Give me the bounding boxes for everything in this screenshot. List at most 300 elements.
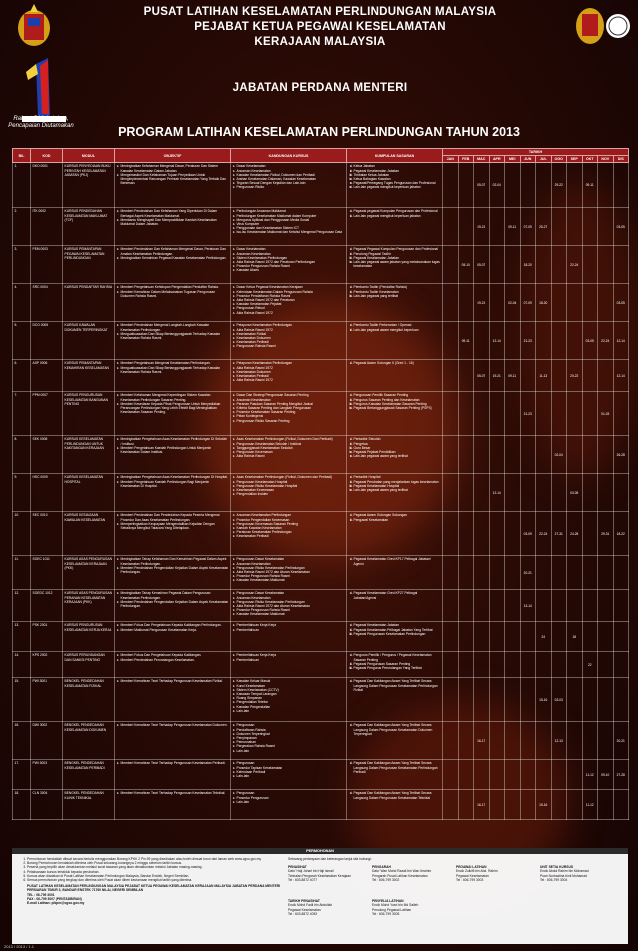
row-target-group-list bbox=[349, 623, 441, 636]
row-date-cell: 11-13 bbox=[536, 360, 552, 392]
row-content-list bbox=[233, 393, 345, 422]
row-content-item: ➤ Pelaporan Keselamatan Perlindungan bbox=[237, 323, 345, 327]
row-date-cell: 20-21 bbox=[520, 556, 536, 590]
row-date-cell bbox=[474, 590, 490, 622]
row-date-cell bbox=[505, 474, 521, 512]
row-date-cell bbox=[443, 392, 459, 436]
row-content-item: ➤ Pengurusan Kecemasan Sasaran Penting bbox=[237, 522, 345, 526]
row-date-cell bbox=[598, 652, 614, 678]
row-content-item: ➤ Pemusnahan bbox=[237, 740, 345, 744]
row-date-cell bbox=[474, 622, 490, 652]
footer-email[interactable]: E-mail Latihan: plkpm@cgso.gov.my bbox=[27, 901, 85, 906]
contact-block bbox=[372, 899, 454, 916]
row-date-cell bbox=[613, 246, 629, 284]
row-date-cell: 26-28 bbox=[613, 436, 629, 474]
row-content bbox=[231, 760, 347, 790]
row-objective-list bbox=[117, 723, 229, 727]
row-number: 2. bbox=[13, 208, 31, 246]
row-date-cell bbox=[536, 392, 552, 436]
row-content-item: ➤ Dokumen Terperingkat bbox=[237, 732, 345, 736]
row-code: PPM 0007 bbox=[31, 392, 63, 436]
row-date-cell bbox=[613, 474, 629, 512]
row-objective-item: ➤ Memberi Kemahiran Teori Terhadap Pengurusan Keselamatan Fizikal. bbox=[121, 679, 229, 683]
row-target-group-item: ➤ i. Pegawai Awam Golongan Sokongan bbox=[354, 513, 441, 517]
row-date-cell bbox=[489, 760, 505, 790]
row-content bbox=[231, 474, 347, 512]
month-header: JAN bbox=[443, 156, 459, 163]
row-objective-list bbox=[117, 285, 229, 298]
row-target-group-item: ➤ i. Pentadbir Sekolah bbox=[354, 437, 441, 441]
row-objective-item: ➤ Memberi Kefahaman Mengenai Kepentingan Sistem Kawalan Keselamatan Perlindungan Sasaran Penting. bbox=[121, 393, 229, 401]
row-date-cell: 09-11 bbox=[505, 360, 521, 392]
row-date-cell bbox=[505, 322, 521, 360]
row-content-item: ➤ Sistem Keselamatan (CCTV) bbox=[237, 688, 345, 692]
row-date-cell bbox=[443, 284, 459, 322]
row-content-list bbox=[233, 361, 345, 382]
month-header: DIS bbox=[613, 156, 629, 163]
row-date-cell bbox=[458, 790, 474, 820]
row-date-cell: 05-10 bbox=[458, 246, 474, 284]
row-date-cell bbox=[520, 652, 536, 678]
row-date-cell bbox=[489, 208, 505, 246]
row-objective-item: ➤ Memberi Pendedahan Dan Kefahaman Mengenai Dasar, Peraturan Dan Amalan Keselamatan Perlindungan. bbox=[121, 247, 229, 255]
row-date-cell bbox=[505, 760, 521, 790]
row-module: KURSUS KAWALAN DOKUMEN TERPERINGKAT bbox=[63, 322, 115, 360]
row-content-item: ➤ Pengurusan Risiko Keselamatan Perlindungan bbox=[237, 566, 345, 570]
header-kandungan: KANDUNGAN KURSUS bbox=[231, 149, 347, 163]
row-code: CLN 3004 bbox=[31, 790, 63, 820]
contact-role: TARIKH PENASIHAT bbox=[288, 899, 320, 904]
row-content-item: ➤ Kawalan Akses bbox=[237, 268, 345, 272]
row-target-group-item: ➤ i. Pegawai Awam Golongan II (Gred 1 - 16) bbox=[354, 361, 441, 365]
row-date-cell bbox=[443, 246, 459, 284]
row-objective-list bbox=[117, 164, 229, 185]
row-date-cell bbox=[458, 360, 474, 392]
row-date-cell bbox=[474, 556, 490, 590]
header-line-1: PUSAT LATIHAN KESELAMATAN PERLINDUNGAN MALAYSIA bbox=[143, 6, 497, 18]
row-code: SEC 0010 bbox=[31, 512, 63, 556]
row-objective-item: ➤ Memberi Fokus Dan Pengetahuan Kepada Kakitangan. bbox=[121, 653, 229, 657]
row-date-cell bbox=[458, 163, 474, 208]
contact-line: Encik Zulkifli bin Abd. Rahim bbox=[456, 869, 498, 874]
row-target-group bbox=[347, 208, 443, 246]
row-code: SRC 0004 bbox=[31, 284, 63, 322]
table-row bbox=[13, 652, 629, 678]
row-date-cell: 11-12 bbox=[582, 790, 598, 820]
row-date-cell bbox=[598, 163, 614, 208]
row-content-item: ➤ Lain-lain bbox=[237, 774, 345, 778]
row-number: 5. bbox=[13, 322, 31, 360]
row-date-cell: 12-14 bbox=[489, 474, 505, 512]
row-module: KURSUS PENYEDIAAN BUKU PERINTAH KESELAMATAN JABATAN (PKJ) bbox=[63, 163, 115, 208]
row-date-cell bbox=[474, 322, 490, 360]
row-objective bbox=[115, 284, 231, 322]
table-row bbox=[13, 590, 629, 622]
row-target-group bbox=[347, 678, 443, 722]
agency-crest-icon bbox=[570, 2, 632, 50]
row-date-cell: 21-23 bbox=[520, 392, 536, 436]
row-code: DWI 3002 bbox=[31, 722, 63, 760]
row-content-list bbox=[233, 791, 345, 804]
row-objective-list bbox=[117, 791, 229, 795]
row-objective-list bbox=[117, 679, 229, 683]
row-date-cell bbox=[567, 322, 583, 360]
row-target-group-item: ➤ v. Lain-lain pegawai awam yang terlibat bbox=[354, 454, 441, 458]
row-content-item: ➤ Akta Rahsia Rasmi 1972 dan Aturan Keselamatan bbox=[237, 570, 345, 574]
row-date-cell bbox=[443, 474, 459, 512]
row-date-cell bbox=[458, 556, 474, 590]
row-objective-list bbox=[117, 623, 229, 631]
row-content-item: ➤ Prosedur Pengurusan Rahsia Rasmi bbox=[237, 574, 345, 578]
row-module: KURSUS PENDEDAHAN KESELAMATAN MAKLUMAT (TCF) bbox=[63, 208, 115, 246]
contact-line: Tel : 606-799 3005 bbox=[372, 911, 400, 916]
contact-role: UNIT SETIA KURSUS bbox=[540, 865, 574, 870]
row-date-cell bbox=[551, 360, 567, 392]
row-content-list bbox=[233, 437, 345, 458]
row-target-group-list bbox=[349, 475, 441, 492]
row-content-item: ➤ Peranan Pasukan Sasaran Penting Mengikut Jadual bbox=[237, 402, 345, 406]
row-content-item: ➤ Virus Komputer bbox=[237, 222, 345, 226]
row-date-cell bbox=[458, 722, 474, 760]
row-date-cell: 20-22 bbox=[567, 360, 583, 392]
row-objective-item: ➤ Memberi Pengetahuan Kaedah Perlindungan Bagi Menjamin Keselamatan Di Hospital. bbox=[121, 480, 229, 488]
row-content-item: ➤ Penggunaan dan Keselamatan Sistem ICT bbox=[237, 226, 345, 230]
month-header: MEI bbox=[505, 156, 521, 163]
row-code: SEK 0008 bbox=[31, 436, 63, 474]
row-content bbox=[231, 284, 347, 322]
row-content-item: ➤ Pendaftaran Rahsia bbox=[237, 728, 345, 732]
month-header: MAC bbox=[474, 156, 490, 163]
row-content-item: ➤ Kawalan Keselamatan Maklumat bbox=[237, 612, 345, 616]
row-date-cell: 05-07 bbox=[474, 246, 490, 284]
row-date-cell bbox=[582, 208, 598, 246]
row-objective-item: ➤ Menguatkuasakan Dan Sikap Bertanggungjawab Terhadap Kawalan Keselamatan Rahsia Rasmi. bbox=[121, 366, 229, 374]
row-date-cell bbox=[520, 760, 536, 790]
row-objective-item: ➤ Meningkatkan Tahap Kefahaman Dan Kemahiran Pegawai Dalam Aspek Keselamatan Perlindungan. bbox=[121, 557, 229, 565]
row-content-item: ➤ Pengurusan Keselamatan Sekolah / Institusi bbox=[237, 442, 345, 446]
row-date-cell: 12-13 bbox=[551, 722, 567, 760]
row-target-group-item: ➤ iii. Pegawai Pengurus Perundangan Yang Terlibat bbox=[354, 666, 441, 670]
row-date-cell bbox=[598, 474, 614, 512]
row-objective-item: ➤ Memberi Kemahiran Teori Terhadap Pengurusan Keselamatan Teknikal. bbox=[121, 791, 229, 795]
row-content-item: ➤ Ancaman Keselamatan bbox=[237, 596, 345, 600]
row-date-cell: 19-21 bbox=[474, 208, 490, 246]
contact-line: Tel : 603-8872 4077 bbox=[288, 877, 318, 882]
row-target-group-item: ➤ ii. Lain-lain pegawai awam mengikut keperluan bbox=[354, 328, 441, 332]
row-objective bbox=[115, 208, 231, 246]
row-date-cell bbox=[443, 652, 459, 678]
row-objective-item: ➤ Menguatkuasakan Dan Sikap Bertanggungjawab Terhadap Kawalan Keselamatan Rahsia Rasmi. bbox=[121, 332, 229, 340]
row-date-cell bbox=[582, 590, 598, 622]
footer-intro: Sebarang pertanyaan dan keterangan lanjut sila hubungi: bbox=[288, 857, 372, 861]
row-code: PSK 2001 bbox=[31, 622, 63, 652]
row-content-item: ➤ Pengurusan Risiko bbox=[237, 185, 345, 189]
row-number: 9. bbox=[13, 474, 31, 512]
row-date-cell bbox=[458, 474, 474, 512]
tagline: Rakyat Didahulukan, Pencapaian Diutamakan bbox=[8, 116, 74, 129]
row-objective-item: ➤ Memberi Pendedahan Dan Pendedahan Kepada Peserta Mengenai Prosedur Dan Asas Keselamatan Perlindungan. bbox=[121, 513, 229, 521]
row-date-cell: 02-04 bbox=[551, 436, 567, 474]
row-objective bbox=[115, 474, 231, 512]
row-objective-list bbox=[117, 361, 229, 374]
month-header: SEP bbox=[567, 156, 583, 163]
row-module: KURSUS PEMANTAPAN KEMAHIRAN KESELAMATAN bbox=[63, 360, 115, 392]
row-date-cell bbox=[443, 436, 459, 474]
row-target-group-item: ➤ ii. Pegawai Perubatan yang menjalankan tugas keselamatan bbox=[354, 480, 441, 484]
row-target-group-item: ➤ iii. Timbalan Ketua Jabatan bbox=[354, 173, 441, 177]
row-date-cell bbox=[505, 678, 521, 722]
row-objective-item: ➤ Mempertingkatkan Keupayaan Mengendalikan Kejadian Dengan Sebaiknya Mengikut Tatacara Yang Ditetapkan. bbox=[121, 522, 229, 530]
row-objective-item: ➤ Memberi Pendedahan Pengendalian Kejadian Dalam Aspek Keselamatan Perlindungan. bbox=[121, 566, 229, 574]
row-content-item: ➤ Pengurusan Dasar Keselamatan bbox=[237, 557, 345, 561]
row-content-item: ➤ Pengendalian Telefon bbox=[237, 700, 345, 704]
table-row bbox=[13, 722, 629, 760]
row-content-item: ➤ Ancaman Keselamatan bbox=[237, 398, 345, 402]
row-date-cell bbox=[613, 622, 629, 652]
row-date-cell bbox=[520, 436, 536, 474]
row-code: SOEC 1011 bbox=[31, 556, 63, 590]
row-target-group-item: ➤ iii. Lain-lain pegawai yang terlibat bbox=[354, 294, 441, 298]
header-line-3: KERAJAAN MALAYSIA bbox=[254, 36, 386, 48]
row-code: KPS 2002 bbox=[31, 652, 63, 678]
row-target-group bbox=[347, 163, 443, 208]
row-number: 11. bbox=[13, 556, 31, 590]
row-target-group-item: ➤ ii. Pembantu Tadbir Keselamatan bbox=[354, 290, 441, 294]
row-content-item: ➤ Keselamatan Peribadi bbox=[237, 374, 345, 378]
row-objective-item: ➤ Memberi Pendedahan Mengenai Langkah-Langkah Kawalan Keselamatan Perlindungan. bbox=[121, 323, 229, 331]
row-objective-item: ➤ Meningkatkan Tahap Kemahiran Pegawai Dalam Pengurusan Keselamatan Perlindungan. bbox=[121, 591, 229, 599]
row-content-item: ➤ Prosedur Tapisan Keselamatan bbox=[237, 766, 345, 770]
row-date-cell bbox=[598, 360, 614, 392]
row-content-item: ➤ Pengendalian Insiden bbox=[237, 492, 345, 496]
row-target-group-item: ➤ iii. Pegawai Keselamatan Jabatan bbox=[354, 256, 441, 260]
contact-role: PENYELIA LATIHAN bbox=[372, 899, 404, 904]
row-content-list bbox=[233, 723, 345, 752]
row-date-cell bbox=[567, 284, 583, 322]
row-content-item: ➤ Keselamatan Fizikal bbox=[237, 332, 345, 336]
row-date-cell bbox=[582, 436, 598, 474]
header-modul: MODUL bbox=[63, 149, 115, 163]
row-code: PEM 0003 bbox=[31, 246, 63, 284]
month-header: JUL bbox=[536, 156, 552, 163]
row-target-group bbox=[347, 622, 443, 652]
row-content-list bbox=[233, 209, 345, 234]
row-target-group-list bbox=[349, 591, 441, 599]
row-content-list bbox=[233, 247, 345, 272]
row-date-cell bbox=[443, 512, 459, 556]
row-date-cell bbox=[613, 163, 629, 208]
row-content-list bbox=[233, 323, 345, 348]
row-module: KURSUS PENDAFTAR RAHSIA bbox=[63, 284, 115, 322]
row-content-item: ➤ Prosedur Pengurusan bbox=[237, 796, 345, 800]
row-date-cell: 02-04 bbox=[505, 284, 521, 322]
contact-block bbox=[456, 865, 538, 882]
row-target-group-list bbox=[349, 513, 441, 521]
row-date-cell bbox=[551, 322, 567, 360]
row-module: KURSUS PENGURUSAN KESELAMATAN BANGUNAN PENTING bbox=[63, 392, 115, 436]
row-target-group-item: ➤ i. Pentadbir Hospital bbox=[354, 475, 441, 479]
row-content-item: ➤ Kawalan Keselamatan Pejabat bbox=[237, 302, 345, 306]
row-date-cell: 12-14 bbox=[613, 360, 629, 392]
contact-line: Encik Mohd Fadli bin Abdullah bbox=[288, 903, 333, 908]
row-target-group bbox=[347, 512, 443, 556]
row-code: ASP 0006 bbox=[31, 360, 63, 392]
row-date-cell bbox=[551, 790, 567, 820]
row-target-group-item: ➤ iv. Ketua Bahagian Kawalan bbox=[354, 177, 441, 181]
row-date-cell bbox=[567, 163, 583, 208]
contact-line: Encik Abdul Rahim bin Mohamad bbox=[540, 869, 589, 874]
row-target-group-item: ➤ ii. Pegawai Keselamatan Pelbagai Jabatan Yang Terlibat bbox=[354, 628, 441, 632]
contact-line: Dato' Wan Mohd Razali bin Wan Ibrahim bbox=[372, 869, 432, 874]
row-date-cell bbox=[443, 208, 459, 246]
row-target-group-item: ➤ i. Pegawai Pegawai Kumpulan Pengurusan dan Profesional bbox=[354, 247, 441, 251]
row-objective-item: ➤ Memberi Kesedaran Kepada Pihak Pengurusan Untuk Menyediakan Perancangan Perlindungan Yang Lebih Efektif Bagi Meningkatkan Keselamatan Sasaran Penting. bbox=[121, 402, 229, 415]
row-content-item: ➤ Dasar Keselamatan bbox=[237, 164, 345, 168]
row-target-group-list bbox=[349, 653, 441, 670]
header-tarikh: TARIKH bbox=[443, 149, 629, 156]
row-date-cell bbox=[474, 678, 490, 722]
training-schedule-table bbox=[12, 148, 629, 820]
footer-heading: PERMOHONAN bbox=[12, 848, 628, 854]
row-date-cell: 03-05 bbox=[567, 474, 583, 512]
row-objective bbox=[115, 163, 231, 208]
row-objective-list bbox=[117, 475, 229, 488]
row-content-item: ➤ Pergerakan Rahsia Rasmi bbox=[237, 744, 345, 748]
row-content-item: ➤ Kelendaan Keselamatan Dalam Pengurusan Rahsia bbox=[237, 290, 345, 294]
row-target-group-item: ➤ i. Pengurus Pemilik / Pengurus / Pegawai Keselamatan Sasaran Penting bbox=[354, 653, 441, 661]
table-row bbox=[13, 322, 629, 360]
row-objective bbox=[115, 790, 231, 820]
row-module: KURSUS PERUNDANGAN DAN SANKSI PENTING bbox=[63, 652, 115, 678]
contact-line: Puan Norhazlina binti Mohamad bbox=[540, 873, 587, 878]
header bbox=[0, 0, 638, 150]
row-target-group-list bbox=[349, 791, 441, 799]
month-header: FEB bbox=[458, 156, 474, 163]
row-content-list bbox=[233, 679, 345, 713]
row-content bbox=[231, 622, 347, 652]
row-content-item: ➤ Kelendaan Peribadi bbox=[237, 770, 345, 774]
row-content-item: ➤ Prosedur Pengendalian Kecemasan bbox=[237, 518, 345, 522]
row-content bbox=[231, 722, 347, 760]
row-date-cell bbox=[474, 474, 490, 512]
row-date-cell bbox=[551, 392, 567, 436]
row-number: 3. bbox=[13, 246, 31, 284]
row-date-cell: 09-11 bbox=[458, 322, 474, 360]
row-content-item: ➤ Ancaman Keselamatan bbox=[237, 169, 345, 173]
row-date-cell bbox=[551, 556, 567, 590]
row-date-cell bbox=[551, 284, 567, 322]
row-date-cell bbox=[598, 208, 614, 246]
row-content-item: ➤ Prosedur Pendaftaran Rahsia Rasmi bbox=[237, 294, 345, 298]
table-row bbox=[13, 678, 629, 722]
row-target-group-list bbox=[349, 323, 441, 331]
row-content-item: ➤ Ruang Simpanan bbox=[237, 696, 345, 700]
row-date-cell bbox=[582, 622, 598, 652]
contact-line: Tel : 606-799 3003 bbox=[456, 877, 484, 882]
row-date-cell: 18-20 bbox=[520, 246, 536, 284]
row-date-cell: 15-16 bbox=[536, 790, 552, 820]
contact-line: Tel : 606-799 3002 bbox=[372, 877, 400, 882]
row-content-item: ➤ Keselamatan Kecemasan bbox=[237, 488, 345, 492]
row-target-group bbox=[347, 322, 443, 360]
row-target-group-item: ➤ ii. Lain-lain pegawai mengikut keperluan jabatan bbox=[354, 214, 441, 218]
row-date-cell: 29-31 bbox=[598, 512, 614, 556]
row-date-cell: 12-14 bbox=[613, 322, 629, 360]
table-row bbox=[13, 392, 629, 436]
row-date-cell: 19-21 bbox=[489, 360, 505, 392]
row-date-cell bbox=[536, 436, 552, 474]
row-date-cell bbox=[598, 678, 614, 722]
row-date-cell bbox=[443, 590, 459, 622]
table-row bbox=[13, 556, 629, 590]
row-date-cell bbox=[458, 622, 474, 652]
row-objective-list bbox=[117, 437, 229, 454]
government-crest-icon bbox=[4, 2, 64, 50]
row-date-cell bbox=[613, 678, 629, 722]
version-label: 2013 / 2013 / 1.1 bbox=[4, 944, 35, 949]
row-date-cell bbox=[613, 392, 629, 436]
row-content-item: ➤ Akta Rahsia Rasmi 1972 bbox=[237, 311, 345, 315]
row-content-item: ➤ Peraturan Keselamatan Perlindungan bbox=[237, 530, 345, 534]
row-code: HSC 0009 bbox=[31, 474, 63, 512]
row-content-item: ➤ Isu-isu Keselamatan Maklumat dan Ketahui Mengenai Pengurusan Data bbox=[237, 230, 345, 234]
row-module: BENGKEL PENDEDAHAN KESELAMATAN DOKUMEN bbox=[63, 722, 115, 760]
row-content-item: ➤ Pengurusan Dasar Keselamatan bbox=[237, 591, 345, 595]
contact-role: PENGARAH bbox=[372, 865, 391, 870]
row-target-group bbox=[347, 360, 443, 392]
row-content-item: ➤ Dasar Keselamatan bbox=[237, 247, 345, 251]
contact-role: PEGAWAI LATIHAN bbox=[456, 865, 487, 870]
row-date-cell bbox=[489, 722, 505, 760]
row-content-item: ➤ Sistem Keselamatan Perlindungan bbox=[237, 256, 345, 260]
contact-block bbox=[372, 865, 454, 882]
row-content-item: ➤ Pemberitahuan Kerja Kerja bbox=[237, 653, 345, 657]
row-date-cell bbox=[567, 722, 583, 760]
row-content-list bbox=[233, 513, 345, 538]
row-objective bbox=[115, 360, 231, 392]
contact-block bbox=[540, 865, 622, 882]
row-date-cell: 15-16 bbox=[536, 678, 552, 722]
row-content-list bbox=[233, 653, 345, 661]
row-date-cell bbox=[443, 556, 459, 590]
row-date-cell: 12-14 bbox=[489, 322, 505, 360]
row-date-cell: 09-10 bbox=[598, 760, 614, 790]
row-content-item: ➤ Kawalan Keselamatan Fizikal, Dokumen dan Peribadi bbox=[237, 173, 345, 177]
row-content-item: ➤ Penyimpanan bbox=[237, 736, 345, 740]
row-date-cell bbox=[567, 760, 583, 790]
row-content-item: ➤ Akta Rahsia Rasmi 1972 bbox=[237, 328, 345, 332]
note-item: 3. Peserta yang terpilih akan dimaklumkan melalui surat tawaran yang akan dimaklumkan melalui Jabatan masing-masing. bbox=[27, 865, 283, 869]
row-target-group-list bbox=[349, 723, 441, 736]
header-line-2: PEJABAT KETUA PEGAWAI KESELAMATAN bbox=[194, 21, 446, 33]
row-date-cell bbox=[474, 760, 490, 790]
row-date-cell bbox=[536, 474, 552, 512]
contact-line: Pegawai Keselamatan bbox=[456, 873, 489, 878]
row-content-item: ➤ Pengurusan Rekod bbox=[237, 306, 345, 310]
row-date-cell: 03-03 bbox=[551, 678, 567, 722]
row-objective-item: ➤ Meningkatkan Kefahaman Mengenai Dasar, Peraturan Dan Sistem Kawalan Keselamatan Dalam Jabatan. bbox=[121, 164, 229, 172]
row-date-cell bbox=[582, 722, 598, 760]
table-row bbox=[13, 436, 629, 474]
row-content-list bbox=[233, 557, 345, 582]
row-content bbox=[231, 208, 347, 246]
row-date-cell bbox=[489, 622, 505, 652]
row-content-item: ➤ Keselamatan Peribadi bbox=[237, 340, 345, 344]
footer-notes bbox=[18, 857, 283, 905]
row-code: PWI 3001 bbox=[31, 678, 63, 722]
row-content bbox=[231, 590, 347, 622]
row-date-cell: 03-05 bbox=[613, 208, 629, 246]
